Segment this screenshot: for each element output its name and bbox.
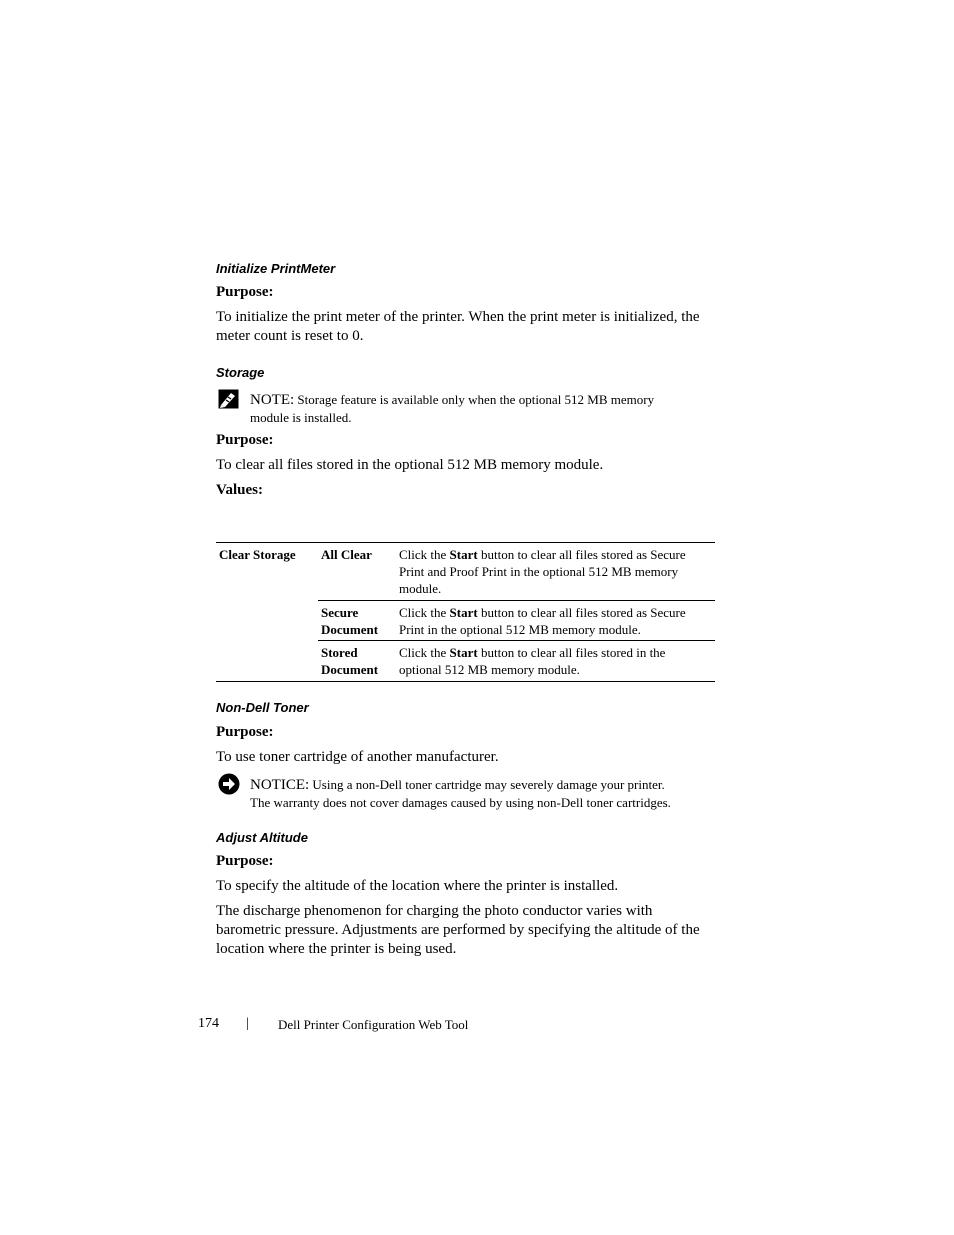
table-row-header: Clear Storage: [219, 547, 296, 562]
table-option: [321, 546, 372, 563]
row-divider: [318, 600, 715, 601]
note-text: Storage feature is available only when the optional 512 MB memory: [297, 392, 655, 407]
footer-separator: |: [246, 1016, 249, 1031]
heading-storage: Storage: [216, 365, 265, 380]
pencil-note-icon: [218, 389, 240, 409]
table-option: [321, 604, 378, 638]
option-line: Secure: [321, 605, 359, 620]
desc-text: Print and Proof Print in the optional 512 MB memory: [399, 564, 679, 579]
desc-text: Click the: [399, 547, 450, 562]
heading-non-dell-toner: Non-Dell Toner: [216, 700, 309, 715]
desc-text: button to clear all files stored in the: [477, 645, 666, 660]
option-line: Document: [321, 662, 379, 677]
values-label: Values:: [216, 482, 263, 498]
purpose-label: Purpose:: [216, 853, 274, 869]
toner-notice: [250, 776, 720, 811]
desc-text: Click the: [399, 605, 450, 620]
purpose-label: Purpose:: [216, 724, 274, 740]
option-line: All Clear: [321, 547, 372, 562]
page-number: 174: [198, 1016, 219, 1031]
table-description: [399, 644, 715, 678]
option-line: Stored: [321, 645, 358, 660]
row-divider: [318, 640, 715, 641]
desc-text: button to clear all files stored as Secure: [477, 547, 686, 562]
storage-note: [250, 391, 720, 426]
desc-emphasis: Start: [449, 645, 478, 660]
desc-emphasis: Start: [449, 605, 478, 620]
desc-text: module.: [399, 581, 442, 596]
purpose-text: [216, 308, 716, 346]
text-line: meter count is reset to 0.: [216, 328, 364, 344]
notice-arrow-icon: [218, 773, 240, 795]
purpose-text: To use toner cartridge of another manufacturer.: [216, 749, 499, 765]
purpose-text: To clear all files stored in the optional 512 MB memory module.: [216, 457, 604, 473]
heading-adjust-altitude: Adjust Altitude: [216, 830, 308, 845]
note-text: module is installed.: [250, 410, 352, 425]
heading-initialize-printmeter: Initialize PrintMeter: [216, 261, 336, 276]
desc-text: Click the: [399, 645, 450, 660]
notice-text: Using a non-Dell toner cartridge may severely damage your printer.: [312, 777, 665, 792]
text-line: To initialize the print meter of the printer. When the print meter is initialized, the: [216, 309, 700, 325]
notice-text: The warranty does not cover damages caused by using non-Dell toner cartridges.: [250, 795, 671, 810]
desc-text: button to clear all files stored as Secure: [477, 605, 686, 620]
table-bottom-rule: [216, 681, 715, 682]
text-line: The discharge phenomenon for charging the photo conductor varies with: [216, 903, 653, 919]
purpose-text: To specify the altitude of the location where the printer is installed.: [216, 878, 619, 894]
table-top-rule: [216, 542, 715, 543]
desc-emphasis: Start: [449, 547, 478, 562]
desc-text: optional 512 MB memory module.: [399, 662, 580, 677]
purpose-label: Purpose:: [216, 432, 274, 448]
table-description: [399, 546, 715, 597]
text-line: location where the printer is being used.: [216, 941, 457, 957]
table-description: [399, 604, 715, 638]
note-keyword: NOTE:: [250, 392, 295, 408]
notice-keyword: NOTICE:: [250, 777, 310, 793]
text-line: barometric pressure. Adjustments are performed by specifying the altitude of the: [216, 922, 700, 938]
purpose-label: Purpose:: [216, 284, 274, 300]
desc-text: Print in the optional 512 MB memory module.: [399, 622, 641, 637]
altitude-paragraph: [216, 902, 716, 959]
option-line: Document: [321, 622, 379, 637]
footer-title: Dell Printer Configuration Web Tool: [278, 1017, 469, 1032]
table-option: [321, 644, 378, 678]
